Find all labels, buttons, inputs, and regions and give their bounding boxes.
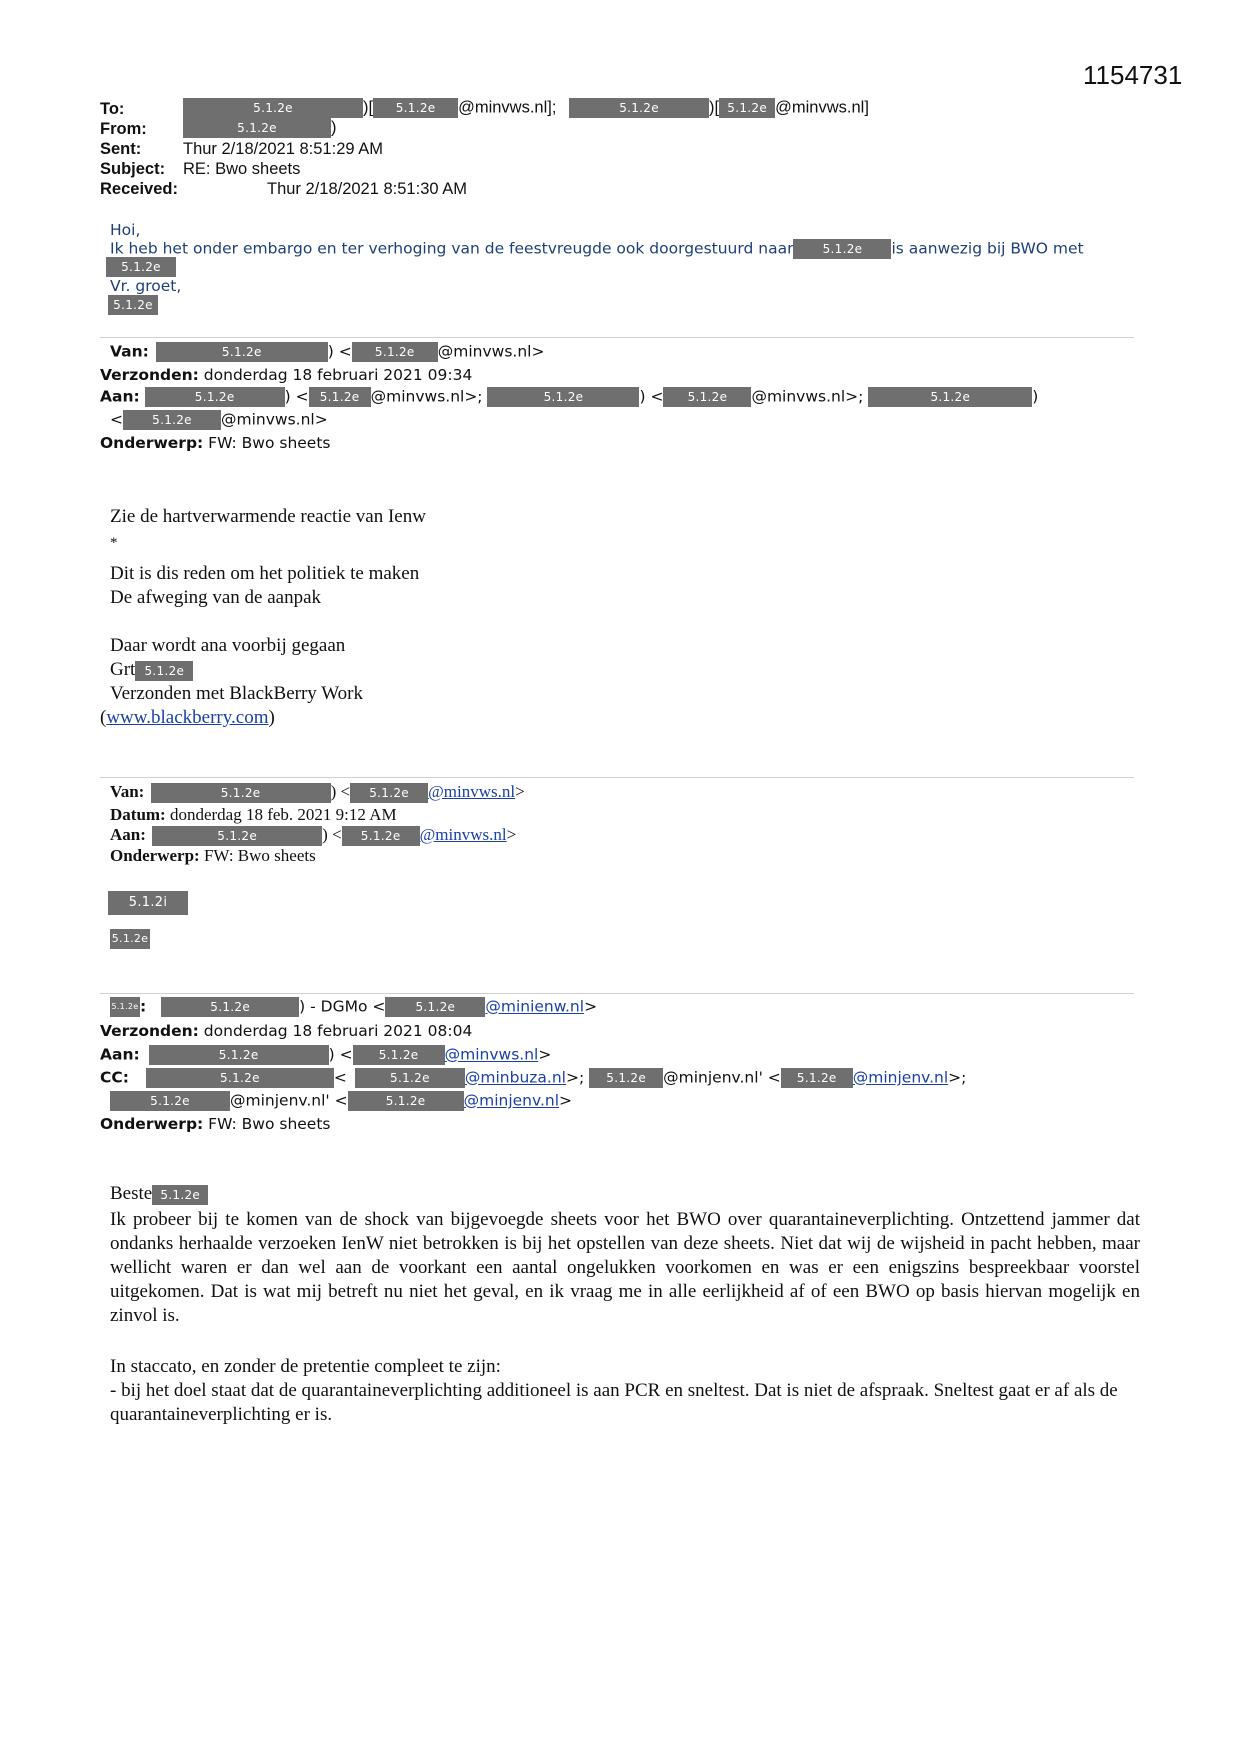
redaction: 5.1.2e bbox=[355, 1068, 465, 1088]
mail3-aan-email[interactable]: @minvws.nl bbox=[419, 825, 507, 844]
mail4-van: 5.1.2e: 5.1.2e ) - DGMo < 5.1.2e @minienw.nl> bbox=[111, 997, 598, 1016]
mail3-van: Van: 5.1.2e ) < 5.1.2e @minvws.nl> bbox=[110, 782, 525, 803]
redaction: 5.1.2e bbox=[156, 342, 328, 362]
mail2-van: Van: 5.1.2e ) < 5.1.2e @minvws.nl> bbox=[110, 342, 545, 361]
to-line: 5.1.2e )[ 5.1.2e @minvws.nl]; 5.1.2e )[ 5.1.2e @minvws.nl] bbox=[183, 98, 869, 118]
redaction: 5.1.2e bbox=[151, 783, 331, 803]
redaction: 5.1.2e bbox=[385, 997, 485, 1017]
subject-value: RE: Bwo sheets bbox=[183, 160, 301, 178]
mail4-cc: CC: 5.1.2e < 5.1.2e @minbuza.nl>; 5.1.2e @minjenv.nl' < 5.1.2e @minjenv.nl>; bbox=[100, 1068, 967, 1087]
sent-value: Thur 2/18/2021 8:51:29 AM bbox=[183, 140, 383, 158]
redaction: 5.1.2e bbox=[110, 997, 140, 1017]
mail2-body3: De afweging van de aanpak bbox=[110, 587, 322, 608]
to-label: To: bbox=[100, 100, 125, 118]
received-value: Thur 2/18/2021 8:51:30 AM bbox=[267, 180, 467, 198]
redaction: 5.1.2e bbox=[663, 387, 751, 407]
reply-redaction: 5.1.2e bbox=[106, 257, 176, 277]
from-label: From: bbox=[100, 120, 147, 138]
mail2-body2: Dit is dis reden om het politiek te maken bbox=[110, 563, 420, 584]
mail4-cc-cont: 5.1.2e @minjenv.nl' < 5.1.2e @minjenv.nl> bbox=[110, 1091, 572, 1111]
mail4-paragraph1: Ik probeer bij te komen van de shock van bijgevoegde sheets voor het BWO over quarantaineverplichting. Ontzettend jammer dat ondanks herhaalde verzoeken IenW niet betrokken is bij het opstellen van deze sheets. Niet dat wij de wijsheid in pacht hebben, maar wellicht waren er dan wel aan de voorkant een aantal ongelukken voorkomen en was er een enigszins bespreekbaar voorstel uitgekomen. Dat is wat mij betreft nu niet het geval, en ik vraag me in alle eerlijkheid af of een BWO op basis hiervan mogelijk en zinvol is. bbox=[110, 1209, 1140, 1326]
redaction: 5.1.2e bbox=[487, 387, 639, 407]
mail3-datum: Datum: donderdag 18 feb. 2021 9:12 AM bbox=[110, 805, 397, 824]
mail2-grt: Grt 5.1.2e bbox=[110, 659, 193, 681]
mail3-aan: Aan: 5.1.2e ) < 5.1.2e @minvws.nl> bbox=[110, 825, 516, 846]
mail4-beste: Beste 5.1.2e bbox=[110, 1183, 208, 1205]
redaction: 5.1.2e bbox=[152, 826, 322, 846]
reply-line1: Ik heb het onder embargo en ter verhoging van de feestvreugde ook doorgestuurd naar 5.1.2e is aanwezig bij BWO met bbox=[110, 239, 1084, 258]
mail4-cc-email3[interactable]: @minjenv.nl bbox=[852, 1068, 949, 1087]
redaction: 5.1.2e bbox=[149, 1045, 329, 1065]
mail4-onderwerp: Onderwerp: FW: Bwo sheets bbox=[100, 1115, 331, 1133]
redaction: 5.1.2e bbox=[152, 1185, 208, 1205]
mail2-star: * bbox=[110, 535, 118, 551]
subject-label: Subject: bbox=[100, 160, 166, 178]
mail3-van-email[interactable]: @minvws.nl bbox=[428, 782, 516, 801]
mail2-onderwerp: Onderwerp: FW: Bwo sheets bbox=[100, 434, 331, 452]
divider bbox=[100, 777, 1134, 778]
mail2-body1: Zie de hartverwarmende reactie van Ienw bbox=[110, 506, 426, 527]
mail3-onderwerp: Onderwerp: FW: Bwo sheets bbox=[110, 846, 316, 865]
mail4-verzonden: Verzonden: donderdag 18 februari 2021 08:04 bbox=[100, 1022, 473, 1040]
redaction: 5.1.2e bbox=[793, 239, 891, 259]
mail2-blackberry: (www.blackberry.com) bbox=[100, 707, 275, 728]
mail2-aan: Aan: 5.1.2e ) < 5.1.2e @minvws.nl>; 5.1.2e ) < 5.1.2e @minvws.nl>; 5.1.2e ) bbox=[100, 387, 1039, 406]
reply-greeting: Vr. groet, bbox=[110, 277, 182, 295]
received-label: Received: bbox=[100, 180, 178, 198]
from-line: 5.1.2e ) bbox=[183, 118, 337, 138]
reply-signature-redaction: 5.1.2e bbox=[108, 295, 158, 315]
redaction: 5.1.2e bbox=[123, 410, 221, 430]
mail2-aan-cont: < 5.1.2e @minvws.nl> bbox=[110, 410, 328, 429]
mail4-cc-email1[interactable]: @minbuza.nl bbox=[464, 1068, 566, 1087]
redaction: 5.1.2e bbox=[352, 342, 438, 362]
mail4-paragraph3: - bij het doel staat dat de quarantaineverplichting additioneel is aan PCR en sneltest. Dat is niet de afspraak. Sneltest gaat er af als de quarantaineverplichting er is. bbox=[110, 1380, 1118, 1425]
redaction: 5.1.2e bbox=[183, 118, 331, 138]
redaction: 5.1.2e bbox=[868, 387, 1032, 407]
reply-hoi: Hoi, bbox=[110, 221, 141, 239]
mail4-aan-email[interactable]: @minvws.nl bbox=[444, 1045, 539, 1064]
redaction: 5.1.2e bbox=[348, 1091, 464, 1111]
redaction: 5.1.2e bbox=[146, 1068, 334, 1088]
redaction: 5.1.2e bbox=[719, 98, 775, 118]
redaction: 5.1.2e bbox=[781, 1068, 853, 1088]
mail4-cc-email5[interactable]: @minjenv.nl bbox=[463, 1091, 560, 1110]
redaction: 5.1.2e bbox=[145, 387, 285, 407]
mail3-attachment-redaction: 5.1.2i bbox=[108, 891, 188, 915]
blackberry-link[interactable]: www.blackberry.com bbox=[106, 707, 269, 728]
to-domain: @minvws.nl]; bbox=[458, 98, 557, 117]
redaction: 5.1.2e bbox=[350, 783, 428, 803]
redaction: 5.1.2e bbox=[183, 98, 363, 118]
to-domain: @minvws.nl] bbox=[775, 98, 869, 117]
sent-label: Sent: bbox=[100, 140, 142, 158]
redaction: 5.1.2e bbox=[353, 1045, 445, 1065]
mail2-verzonden: Verzonden: donderdag 18 februari 2021 09:34 bbox=[100, 366, 473, 384]
redaction: 5.1.2e bbox=[373, 98, 458, 118]
divider bbox=[100, 993, 1134, 994]
mail2-body4: Daar wordt ana voorbij gegaan bbox=[110, 635, 346, 656]
redaction: 5.1.2e bbox=[135, 661, 193, 681]
redaction: 5.1.2e bbox=[569, 98, 709, 118]
redaction: 5.1.2e bbox=[589, 1068, 663, 1088]
mail4-paragraph2: In staccato, en zonder de pretentie compleet te zijn: bbox=[110, 1356, 501, 1377]
mail4-aan: Aan: 5.1.2e ) < 5.1.2e @minvws.nl> bbox=[100, 1045, 552, 1064]
document-number: 1154731 bbox=[1083, 60, 1183, 90]
redaction: 5.1.2e bbox=[161, 997, 299, 1017]
redaction: 5.1.2e bbox=[309, 387, 371, 407]
redaction: 5.1.2e bbox=[342, 826, 420, 846]
redaction: 5.1.2e bbox=[110, 1091, 230, 1111]
divider bbox=[100, 337, 1134, 338]
mail2-sent-with: Verzonden met BlackBerry Work bbox=[110, 683, 363, 704]
mail4-van-email[interactable]: @minienw.nl bbox=[485, 997, 585, 1016]
mail3-redaction: 5.1.2e bbox=[110, 929, 150, 949]
